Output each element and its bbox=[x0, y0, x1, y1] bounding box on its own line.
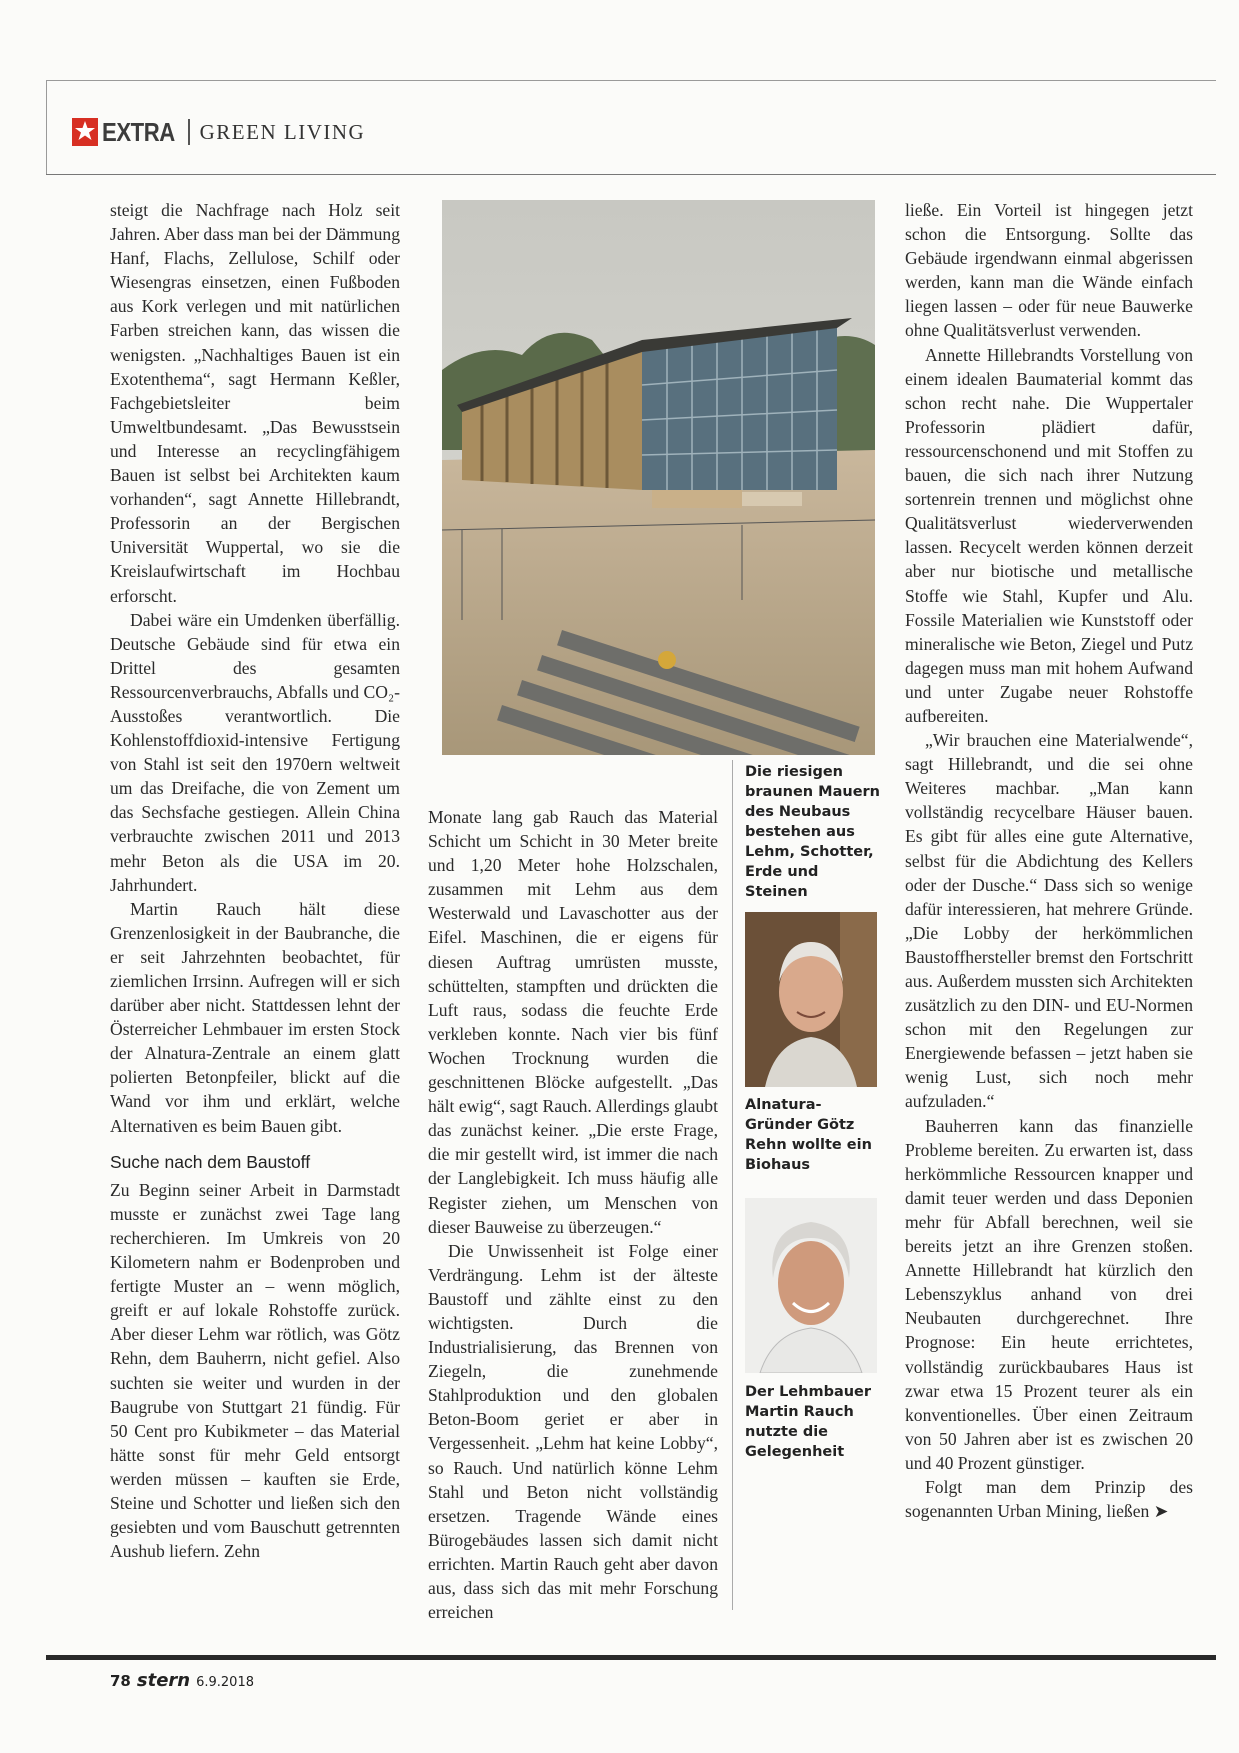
section-header bbox=[72, 115, 365, 149]
paragraph: ließe. Ein Vorteil ist hingegen jetzt schon die Entsorgung. Sollte das Gebäude irgendwann einmal abgerissen werden, kann man die Wände einfach liegen lassen – oder für neue Bauwerke ohne Qualitätsverlust verwenden. bbox=[905, 200, 1193, 341]
header-rule bbox=[46, 174, 1216, 175]
top-rule bbox=[46, 80, 1216, 81]
header-separator bbox=[188, 119, 190, 145]
photo-caption: Die riesigen braunen Mauern des Neubaus bestehen aus Lehm, Schotter, Erde und Steinen bbox=[745, 764, 881, 900]
page-number: 78 bbox=[110, 1672, 131, 1690]
footer-rule bbox=[46, 1655, 1216, 1660]
article-column-1 bbox=[110, 198, 400, 1563]
paragraph: Dabei wäre ein Umdenken überfällig. Deutsche Gebäude sind für etwa ein Drittel des gesamten Ressourcenverbrauchs, Abfalls und CO₂-Ausstoßes verantwortlich. Die Kohlenstoffdioxid-intensive Fertigung von Stahl ist seit den 1970ern weltweit um das Dreifache, die von Zement um das Sechsfache gestiegen. Allein China verbrauchte zwischen 2011 und 2013 mehr Beton als die USA im 20. Jahrhundert. bbox=[110, 609, 400, 895]
paragraph: Monate lang gab Rauch das Material Schicht um Schicht in 30 Meter breite und 1,20 Meter hohe Holzschalen, zusammen mit Lehm aus dem Westerwald und Lavaschotter aus der Eifel. Maschinen, die er eigens für diesen Auftrag umrüsten musste, schüttelten, stampften und drückten die Luft raus, sodass die feuchte Erde verkleben konnte. Nach vier bis fünf Wochen Trocknung wurden die geschnittenen Blöcke aufgestellt. „Das hält ewig“, sagt Rauch. Allerdings glaubt das zunächst keiner. „Die erste Frage, die mir gestellt wird, ist immer die nach der Langlebigkeit. Ich muss häufig alle Register ziehen, um Menschen von dieser Bauweise zu überzeugen.“ bbox=[428, 807, 718, 1237]
paragraph: Zu Beginn seiner Arbeit in Darmstadt musste er zunächst zwei Tage lang recherchieren. Im Umkreis von 20 Kilometern nahm er Bodenproben und fertigte Muster an – wenn möglich, greift er auf lokale Rohstoffe zurück. Aber dieser Lehm war rötlich, was Götz Rehn, dem Bauherrn, nicht gefiel. Also suchten sie weiter und wurden in der Baugrube von Stuttgart 21 fündig. Für 50 Cent pro Kubikmeter – das Material hätte sonst für mehr Geld entsorgt werden müssen – kauften sie Erde, Steine und Schotter und ließen sich den gesiebten und vom Bauschutt getrennten Aushub liefern. Zehn bbox=[110, 1179, 400, 1562]
article-column-3 bbox=[905, 198, 1193, 1523]
paragraph: Folgt man dem Prinzip des sogenannten Urban Mining, ließen ➤ bbox=[905, 1476, 1193, 1522]
extra-label: EXTRA bbox=[102, 116, 175, 147]
paragraph: Martin Rauch hält diese Grenzenlosigkeit in der Baubranche, die er seit Jahrzehnten beobachtet, für ziemlichen Irrsinn. Aufregen will er sich darüber aber nicht. Stattdessen lehnt der Österreicher Lehmbauer im ersten Stock der Alnatura-Zentrale an einem glatt polierten Betonpfeiler, blickt auf die Wand vor ihm und erklärt, welche Alternativen es beim Bauen gibt. bbox=[110, 898, 400, 1136]
page-footer bbox=[110, 1670, 254, 1691]
section-label: GREEN LIVING bbox=[199, 119, 366, 144]
paragraph: „Wir brauchen eine Materialwende“, sagt Hillebrandt, und die sei ohne Weiteres machbar. „Man kann vollständig recycelbare Häuser bauen. Es gibt für alles eine gute Alternative, selbst für die Abdichtung des Kellers oder der Dusche.“ Dass sich so wenige dafür interessieren, hat mehrere Gründe. „Die Lobby der herkömmlichen Baustoffhersteller bremst den Fortschritt aus. Außerdem mussten sich Architekten zusätzlich zu den DIN- und EU-Normen schon mit den Regelungen zur Energiewende befassen – jetzt haben sie wenig Lust, sich noch mehr aufzuladen.“ bbox=[905, 730, 1193, 1112]
portrait-martin-rauch bbox=[745, 1198, 877, 1373]
paragraph: Bauherren kann das finanzielle Probleme bereiten. Zu erwarten ist, dass herkömmliche Ressourcen knapper und damit teuer werden und dass Deponien mehr für Abfall berechnen, weil sie bereits jetzt an ihre Grenzen stoßen. Annette Hillebrandt hat kürzlich den Lebenszyklus anhand von drei Neubauten durchgerechnet. Ihre Prognose: Ein heute errichtetes, vollständig zurückbaubares Haus ist zwar etwa 15 Prozent teurer als ein konventionelles. Über einen Zeitraum von 50 Jahren aber ist es zwischen 20 und 40 Prozent günstiger. bbox=[905, 1115, 1193, 1473]
issue-date: 6.9.2018 bbox=[196, 1675, 254, 1690]
stern-star-icon bbox=[72, 118, 98, 146]
building-photo bbox=[442, 200, 875, 755]
left-rule bbox=[46, 80, 47, 175]
portrait-caption: Alnatura-Gründer Götz Rehn wollte ein Biohaus bbox=[745, 1097, 872, 1173]
magazine-brand: stern bbox=[136, 1670, 191, 1691]
subheading: Suche nach dem Baustoff bbox=[110, 1151, 311, 1172]
paragraph: Annette Hillebrandts Vorstellung von einem idealen Baumaterial kommt das schon recht nahe. Die Wuppertaler Professorin plädiert dafür, ressourcenschonend und mit Stoffen zu bauen, die sich nach ihrer Nutzung sortenrein trennen und möglichst ohne Qualitätsverlust wiederverwenden lassen. Recycelt werden können derzeit aber nur biotische und metallische Stoffe wie Stahl, Kupfer und Alu. Fossile Materialien wie Kunststoff oder mineralische wie Beton, Ziegel und Putz dagegen muss man mit hohem Aufwand und unter Zugabe neuer Rohstoffe aufbereiten. bbox=[905, 344, 1193, 726]
article-column-2 bbox=[428, 805, 718, 1624]
portrait-caption: Der Lehmbauer Martin Rauch nutzte die Gelegenheit bbox=[745, 1384, 872, 1460]
column-divider bbox=[732, 760, 733, 1610]
portrait-goetz-rehn bbox=[745, 912, 877, 1087]
paragraph: steigt die Nachfrage nach Holz seit Jahren. Aber dass man bei der Dämmung Hanf, Flachs, Zellulose, Schilf oder Wiesengras einsetzen, einen Fußboden aus Kork verlegen und mit natürlichen Farben streichen kann, das wissen die wenigsten. „Nachhaltiges Bauen ist ein Exotenthema“, sagt Hermann Keßler, Fachgebietsleiter beim Umweltbundesamt. „Das Bewusstsein und Interesse an recyclingfähigem Bauen ist selbst bei Architekten kaum vorhanden“, sagt Annette Hillebrandt, Professorin an der Bergischen Universität Wuppertal, wo sie die Kreislaufwirtschaft im Hochbau erforscht. bbox=[110, 200, 400, 606]
paragraph: Die Unwissenheit ist Folge einer Verdrängung. Lehm ist der älteste Baustoff und zählte einst zu den wichtigsten. Durch die Industrialisierung, das Brennen von Ziegeln, die zunehmende Stahlproduktion und den globalen Beton-Boom geriet er aber in Vergessenheit. „Lehm hat keine Lobby“, so Rauch. Und natürlich könne Lehm Stahl und Beton nicht vollständig ersetzen. Tragende Wände eines Bürogebäudes lassen sich damit nicht errichten. Martin Rauch geht aber davon aus, dass sich das mit mehr Forschung erreichen bbox=[428, 1240, 718, 1623]
